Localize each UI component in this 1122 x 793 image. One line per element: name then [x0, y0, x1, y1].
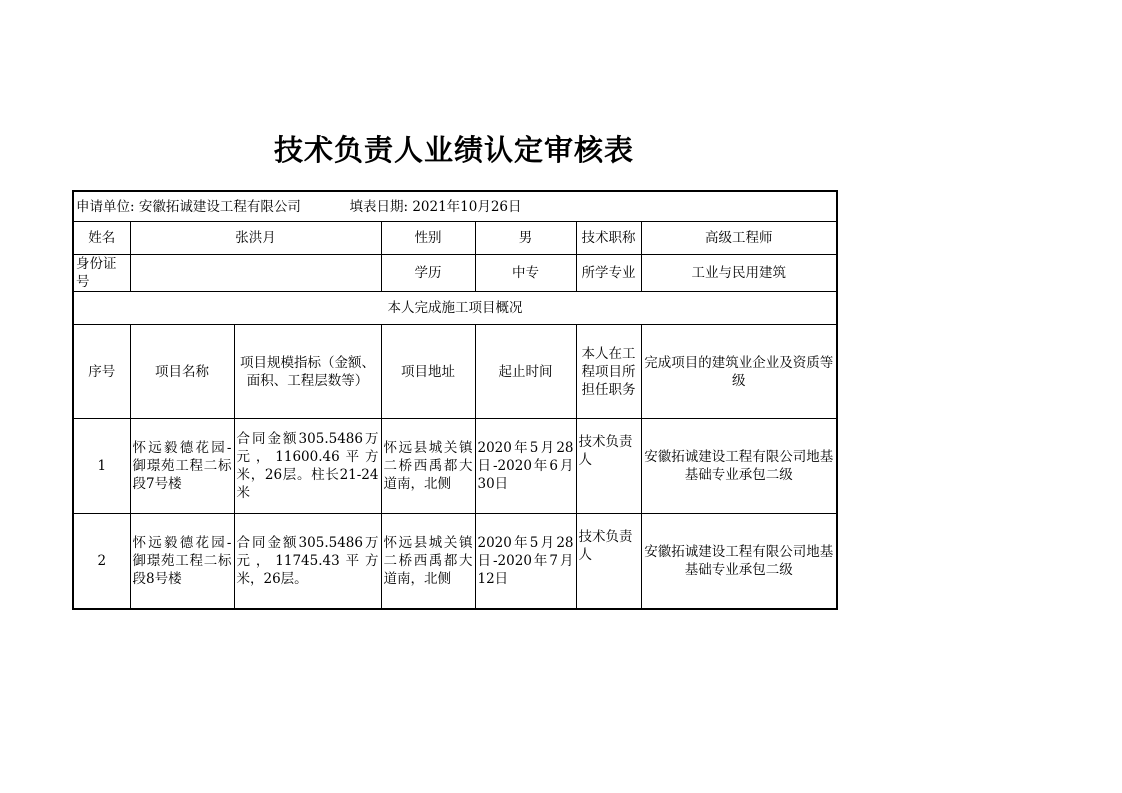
column-header-row — [73, 325, 837, 419]
id-redaction-mask — [135, 259, 381, 291]
major-value: 工业与民用建筑 — [641, 255, 837, 292]
page-title: 技术负责人业绩认定审核表 — [273, 133, 634, 167]
unit-value: 安徽拓诚建设工程有限公司 — [138, 198, 301, 215]
section-row — [73, 292, 837, 325]
row-company: 安徽拓诚建设工程有限公司地基基础专业承包二级 — [641, 514, 837, 610]
col-name: 项目名称 — [130, 325, 234, 419]
unit-label: 申请单位: — [76, 198, 135, 215]
date-label: 填表日期: — [349, 198, 409, 215]
col-addr: 项目地址 — [381, 325, 475, 419]
row-role: 技术负责人 — [576, 514, 641, 610]
row-scale: 合同金额305.5486万元，11745.43平方米，26层。 — [234, 514, 381, 610]
person-row-1 — [73, 222, 837, 255]
row-name: 怀远毅德花园-御璟苑工程二标段7号楼 — [130, 419, 234, 514]
row-seq: 1 — [73, 419, 130, 514]
col-seq: 序号 — [73, 325, 130, 419]
col-period: 起止时间 — [475, 325, 576, 419]
edu-value: 中专 — [475, 255, 576, 292]
id-redaction-gap — [291, 290, 301, 292]
header-cell — [73, 191, 837, 222]
gender-value: 男 — [475, 222, 576, 255]
row-company: 安徽拓诚建设工程有限公司地基基础专业承包二级 — [641, 419, 837, 514]
row-role: 技术负责人 — [576, 419, 641, 514]
row-seq: 2 — [73, 514, 130, 610]
row-period: 2020年5月28日-2020年6月30日 — [475, 419, 576, 514]
col-company: 完成项目的建筑业企业及资质等级 — [641, 325, 837, 419]
row-addr: 怀远县城关镇二桥西禹都大道南，北侧 — [381, 419, 475, 514]
name-value: 张洪月 — [130, 222, 381, 255]
section-title: 本人完成施工项目概况 — [73, 292, 837, 325]
row-scale: 合同金额305.5486万元，11600.46平方米，26层。柱长21-24米 — [234, 419, 381, 514]
table-row — [73, 419, 837, 514]
person-row-2 — [73, 255, 837, 292]
name-label: 姓名 — [73, 222, 130, 255]
review-form-table — [72, 190, 838, 610]
col-role: 本人在工程项目所担任职务 — [576, 325, 641, 419]
header-row — [73, 191, 837, 222]
title-value: 高级工程师 — [641, 222, 837, 255]
row-addr: 怀远县城关镇二桥西禹都大道南，北侧 — [381, 514, 475, 610]
edu-label: 学历 — [381, 255, 475, 292]
row-period: 2020年5月28日-2020年7月12日 — [475, 514, 576, 610]
col-scale: 项目规模指标（金额、面积、工程层数等） — [234, 325, 381, 419]
id-value-redacted — [130, 255, 381, 292]
row-name: 怀远毅德花园-御璟苑工程二标段8号楼 — [130, 514, 234, 610]
title-label: 技术职称 — [576, 222, 641, 255]
major-label: 所学专业 — [576, 255, 641, 292]
id-label: 身份证号 — [73, 255, 130, 292]
date-value: 2021年10月26日 — [412, 198, 522, 215]
table-row — [73, 514, 837, 610]
gender-label: 性别 — [381, 222, 475, 255]
